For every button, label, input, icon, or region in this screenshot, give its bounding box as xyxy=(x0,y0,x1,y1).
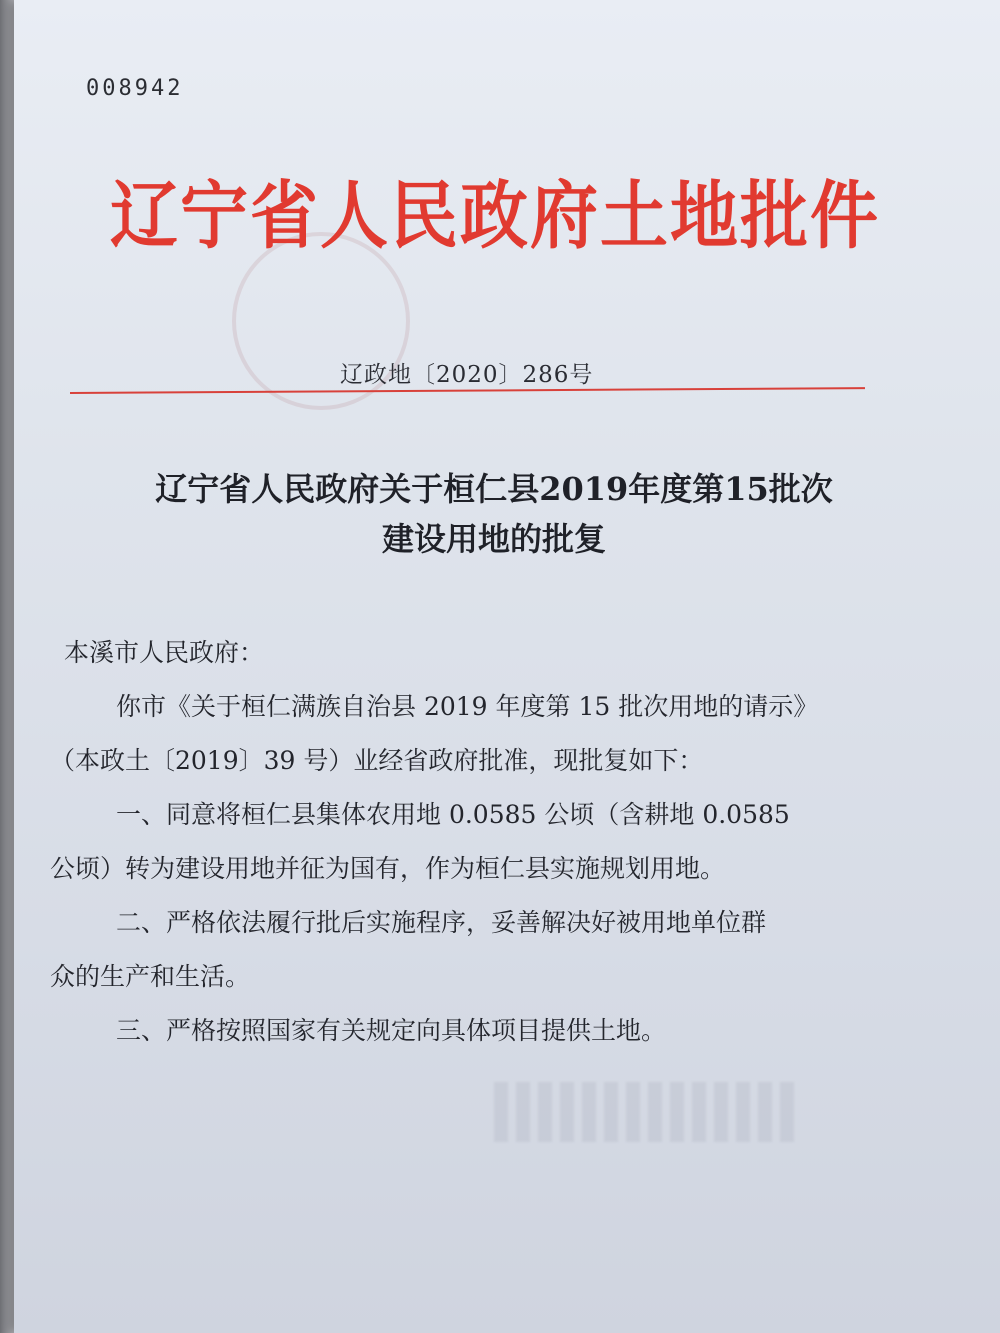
item-1-line-1: 一、同意将桓仁县集体农用地 0.0585 公顷（含耕地 0.0585 xyxy=(116,800,790,829)
title-line-2: 建设用地的批复 xyxy=(381,520,606,558)
item-2-line-2: 众的生产和生活。 xyxy=(50,962,251,991)
book-binding-edge xyxy=(0,0,14,1333)
intro-line-2: （本政土〔2019〕39 号）业经省政府批准，现批复如下： xyxy=(50,746,704,775)
bleed-through-text xyxy=(494,1082,794,1142)
addressee: 本溪市人民政府： xyxy=(64,638,265,667)
document-page xyxy=(14,0,1000,1333)
document-title xyxy=(54,464,934,564)
document-number: 辽政地〔2020〕286号 xyxy=(340,362,594,388)
item-1-line-2: 公顷）转为建设用地并征为国有，作为桓仁县实施规划用地。 xyxy=(50,854,726,883)
item-3-line-1: 三、严格按照国家有关规定向具体项目提供土地。 xyxy=(116,1016,667,1045)
intro-line-1: 你市《关于桓仁满族自治县 2019 年度第 15 批次用地的请示》 xyxy=(116,692,819,721)
item-2-line-1: 二、严格依法履行批后实施程序，妥善解决好被用地单位群 xyxy=(116,908,767,937)
document-body xyxy=(50,626,950,1058)
masthead-title: 辽宁省人民政府土地批件 xyxy=(110,174,881,260)
title-line-1: 辽宁省人民政府关于桓仁县2019年度第15批次 xyxy=(155,470,833,508)
serial-number: 008942 xyxy=(86,76,184,101)
